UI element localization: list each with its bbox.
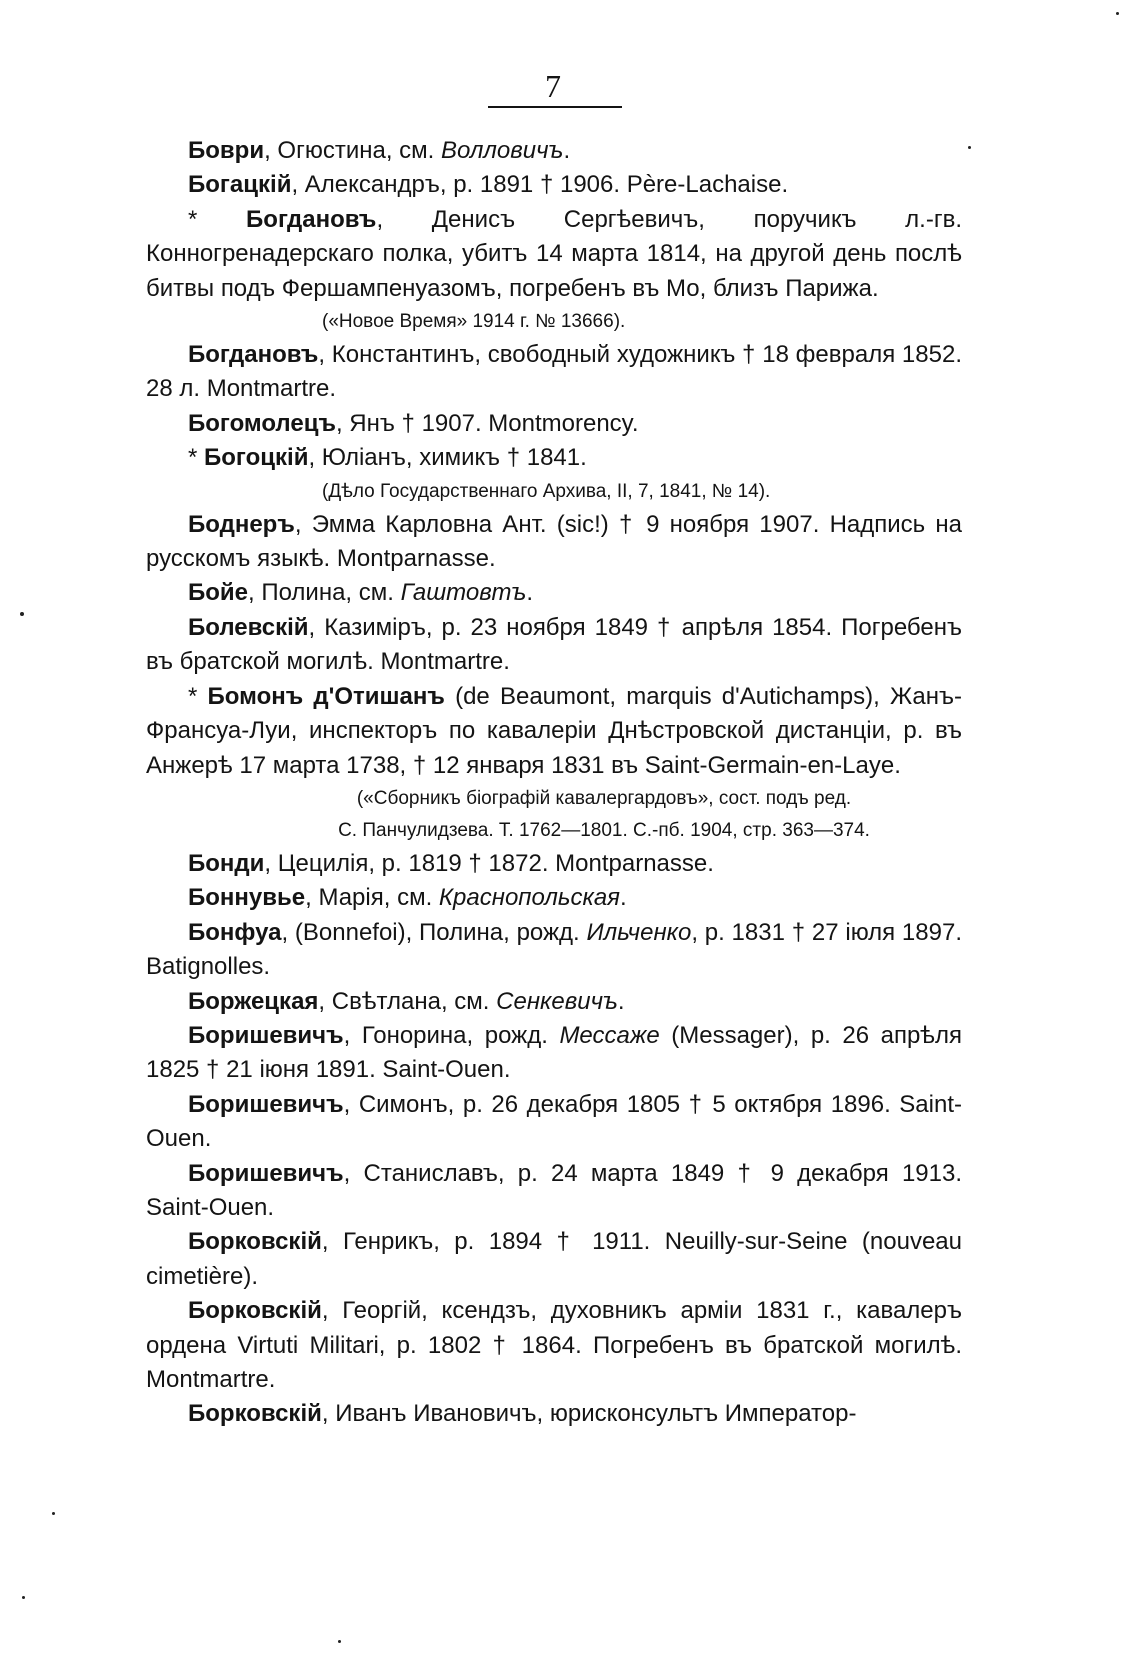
entry-rest: , Янъ † 1907. Montmorency.	[335, 409, 639, 437]
entry-rest: , Гонорина, рожд.	[343, 1021, 560, 1049]
page-text	[146, 134, 962, 1432]
entry-surname: Боври	[188, 137, 265, 164]
entry-xref: Мессаже	[559, 1021, 660, 1049]
entry-lead: *	[188, 682, 208, 710]
entry-surname: Боришевичъ	[188, 1021, 344, 1049]
entry	[146, 916, 962, 985]
page-number-rule	[488, 106, 622, 108]
entry	[146, 508, 962, 577]
scan-speck	[20, 612, 24, 616]
entry	[146, 881, 962, 915]
entry-rest: , Денисъ Сергѣевичъ, поручикъ л.-гв. Конногренадерскаго полка, убитъ 14 марта 1814, на другой день послѣ битвы подъ Фершампенуазомъ, погребенъ въ Мо, близъ Парижа.	[146, 205, 962, 302]
entry-surname: Боннувье	[188, 884, 306, 912]
entry-surname: Боришевичъ	[188, 1090, 344, 1118]
entry-rest: , Казиміръ, р. 23 ноября 1849 † апрѣля 1854. Погребенъ въ братской могилѣ. Montmartre.	[146, 613, 962, 676]
entry-xref: Гаштовтъ	[400, 579, 527, 607]
entry	[146, 1157, 962, 1226]
entry	[146, 338, 962, 407]
entry-xref: Краснопольская	[438, 884, 620, 912]
scan-speck	[1116, 12, 1119, 15]
source-note: (Дѣло Государственнаго Архива, II, 7, 1841, № 14).	[322, 480, 771, 502]
entry	[146, 1294, 962, 1397]
entry-tail: .	[617, 987, 625, 1015]
entry-rest: , Иванъ Ивановичъ, юрисконсультъ Император-	[321, 1400, 857, 1428]
entry	[146, 441, 962, 475]
entry	[146, 576, 962, 610]
entry	[146, 1225, 962, 1294]
entry	[146, 203, 962, 306]
entry-surname: Борковскій	[188, 1228, 322, 1256]
entry-surname: Богомолецъ	[188, 409, 336, 437]
scan-speck	[338, 1640, 341, 1643]
entry-surname: Богдановъ	[188, 341, 319, 369]
source-note: («Сборникъ біографій кавалергардовъ», сост. подъ ред.	[356, 787, 852, 809]
entry-tail: .	[619, 884, 627, 912]
entry-tail: .	[563, 137, 571, 164]
entry-surname: Богоцкій	[204, 444, 309, 472]
entry-surname: Борковскій	[188, 1297, 322, 1325]
scan-speck	[52, 1512, 55, 1515]
source-note: С. Панчулидзева. Т. 1762—1801. С.-пб. 1904, стр. 363—374.	[338, 819, 870, 841]
entry-surname: Боднеръ	[188, 510, 295, 538]
entry	[146, 1397, 962, 1431]
page-number: 7	[545, 68, 561, 104]
entry-surname: Богдановъ	[246, 205, 377, 233]
entry-surname: Борковскій	[188, 1400, 322, 1428]
entry-lead: *	[188, 444, 205, 472]
entry-rest: , Генрикъ, р. 1894 † 1911. Neuilly-sur-Seine (nouveau cimetière).	[146, 1228, 962, 1290]
entry-lead: *	[188, 205, 247, 233]
entry-surname: Болевскій	[188, 613, 309, 641]
entry-rest: , Свѣтлана, см.	[318, 987, 497, 1015]
entry-surname: Боришевичъ	[188, 1159, 344, 1187]
entry-xref: Волловичъ	[441, 137, 564, 164]
entry-rest: , Огюстина, см.	[264, 137, 442, 164]
entry-xref: Сенкевичъ	[496, 987, 618, 1015]
entry-rest: (de Beaumont, marquis d'Autichamps), Жанъ-Франсуа-Луи, инспекторъ по кавалеріи Днѣстровской дистанціи, р. въ Анжерѣ 17 марта 1738, † 12 января 1831 въ Saint-Germain-en-Laye.	[146, 682, 963, 779]
entry-surname: Бомонъ д'Отишанъ	[207, 682, 445, 710]
entry-rest: , Эмма Карловна Ант. (sic!) † 9 ноября 1907. Надпись на русскомъ языкѣ. Montparnasse.	[146, 510, 962, 573]
entry-surname: Бонфуа	[188, 918, 282, 946]
entry	[146, 134, 962, 168]
entry	[146, 1019, 962, 1088]
entry-rest: , Полина, см.	[248, 579, 401, 607]
scan-speck	[968, 146, 971, 149]
entry-surname: Бойе	[188, 579, 249, 607]
source-note: («Новое Время» 1914 г. № 13666).	[322, 311, 626, 333]
entry-rest: , (Bonnefoi), Полина, рожд.	[281, 918, 587, 946]
entry-rest: , Александръ, р. 1891 † 1906. Père-Lachaise.	[291, 171, 789, 199]
entry	[146, 611, 962, 680]
entry-rest: , Георгій, ксендзъ, духовникъ арміи 1831 г., кавалеръ ордена Virtuti Militari, р. 1802 † 1864. Погребенъ въ братской могилѣ. Montmartre.	[146, 1297, 962, 1393]
entry-tail: .	[526, 579, 534, 607]
entry	[146, 1088, 962, 1157]
entry-tail: , р. 1831 † 27 іюля 1897. Batignolles.	[146, 918, 962, 981]
entry-rest: , Станиславъ, р. 24 марта 1849 † 9 декабря 1913. Saint-Ouen.	[146, 1159, 962, 1221]
entry	[146, 985, 962, 1019]
entry-surname: Богацкій	[188, 171, 292, 199]
entry-surname: Бонди	[188, 849, 265, 877]
entry-rest: , Цецилія, р. 1819 † 1872. Montparnasse.	[264, 849, 714, 877]
entry	[146, 407, 962, 441]
entry-surname: Боржецкая	[188, 987, 319, 1015]
scan-speck	[22, 1596, 25, 1599]
entry-rest: , Симонъ, р. 26 декабря 1805 † 5 октября 1896. Saint-Ouen.	[146, 1090, 962, 1153]
entry-rest: , Марія, см.	[305, 884, 439, 912]
entry-xref: Ильченко	[586, 918, 692, 946]
entry	[146, 680, 962, 783]
entry-rest: , Константинъ, свободный художникъ † 18 февраля 1852. 28 л. Montmartre.	[146, 341, 962, 403]
entry	[146, 168, 962, 202]
entry-tail: (Messager), р. 26 апрѣля 1825 † 21 іюня 1891. Saint-Ouen.	[146, 1021, 963, 1084]
entry-rest: , Юліанъ, химикъ † 1841.	[308, 444, 587, 472]
entry	[146, 847, 962, 881]
